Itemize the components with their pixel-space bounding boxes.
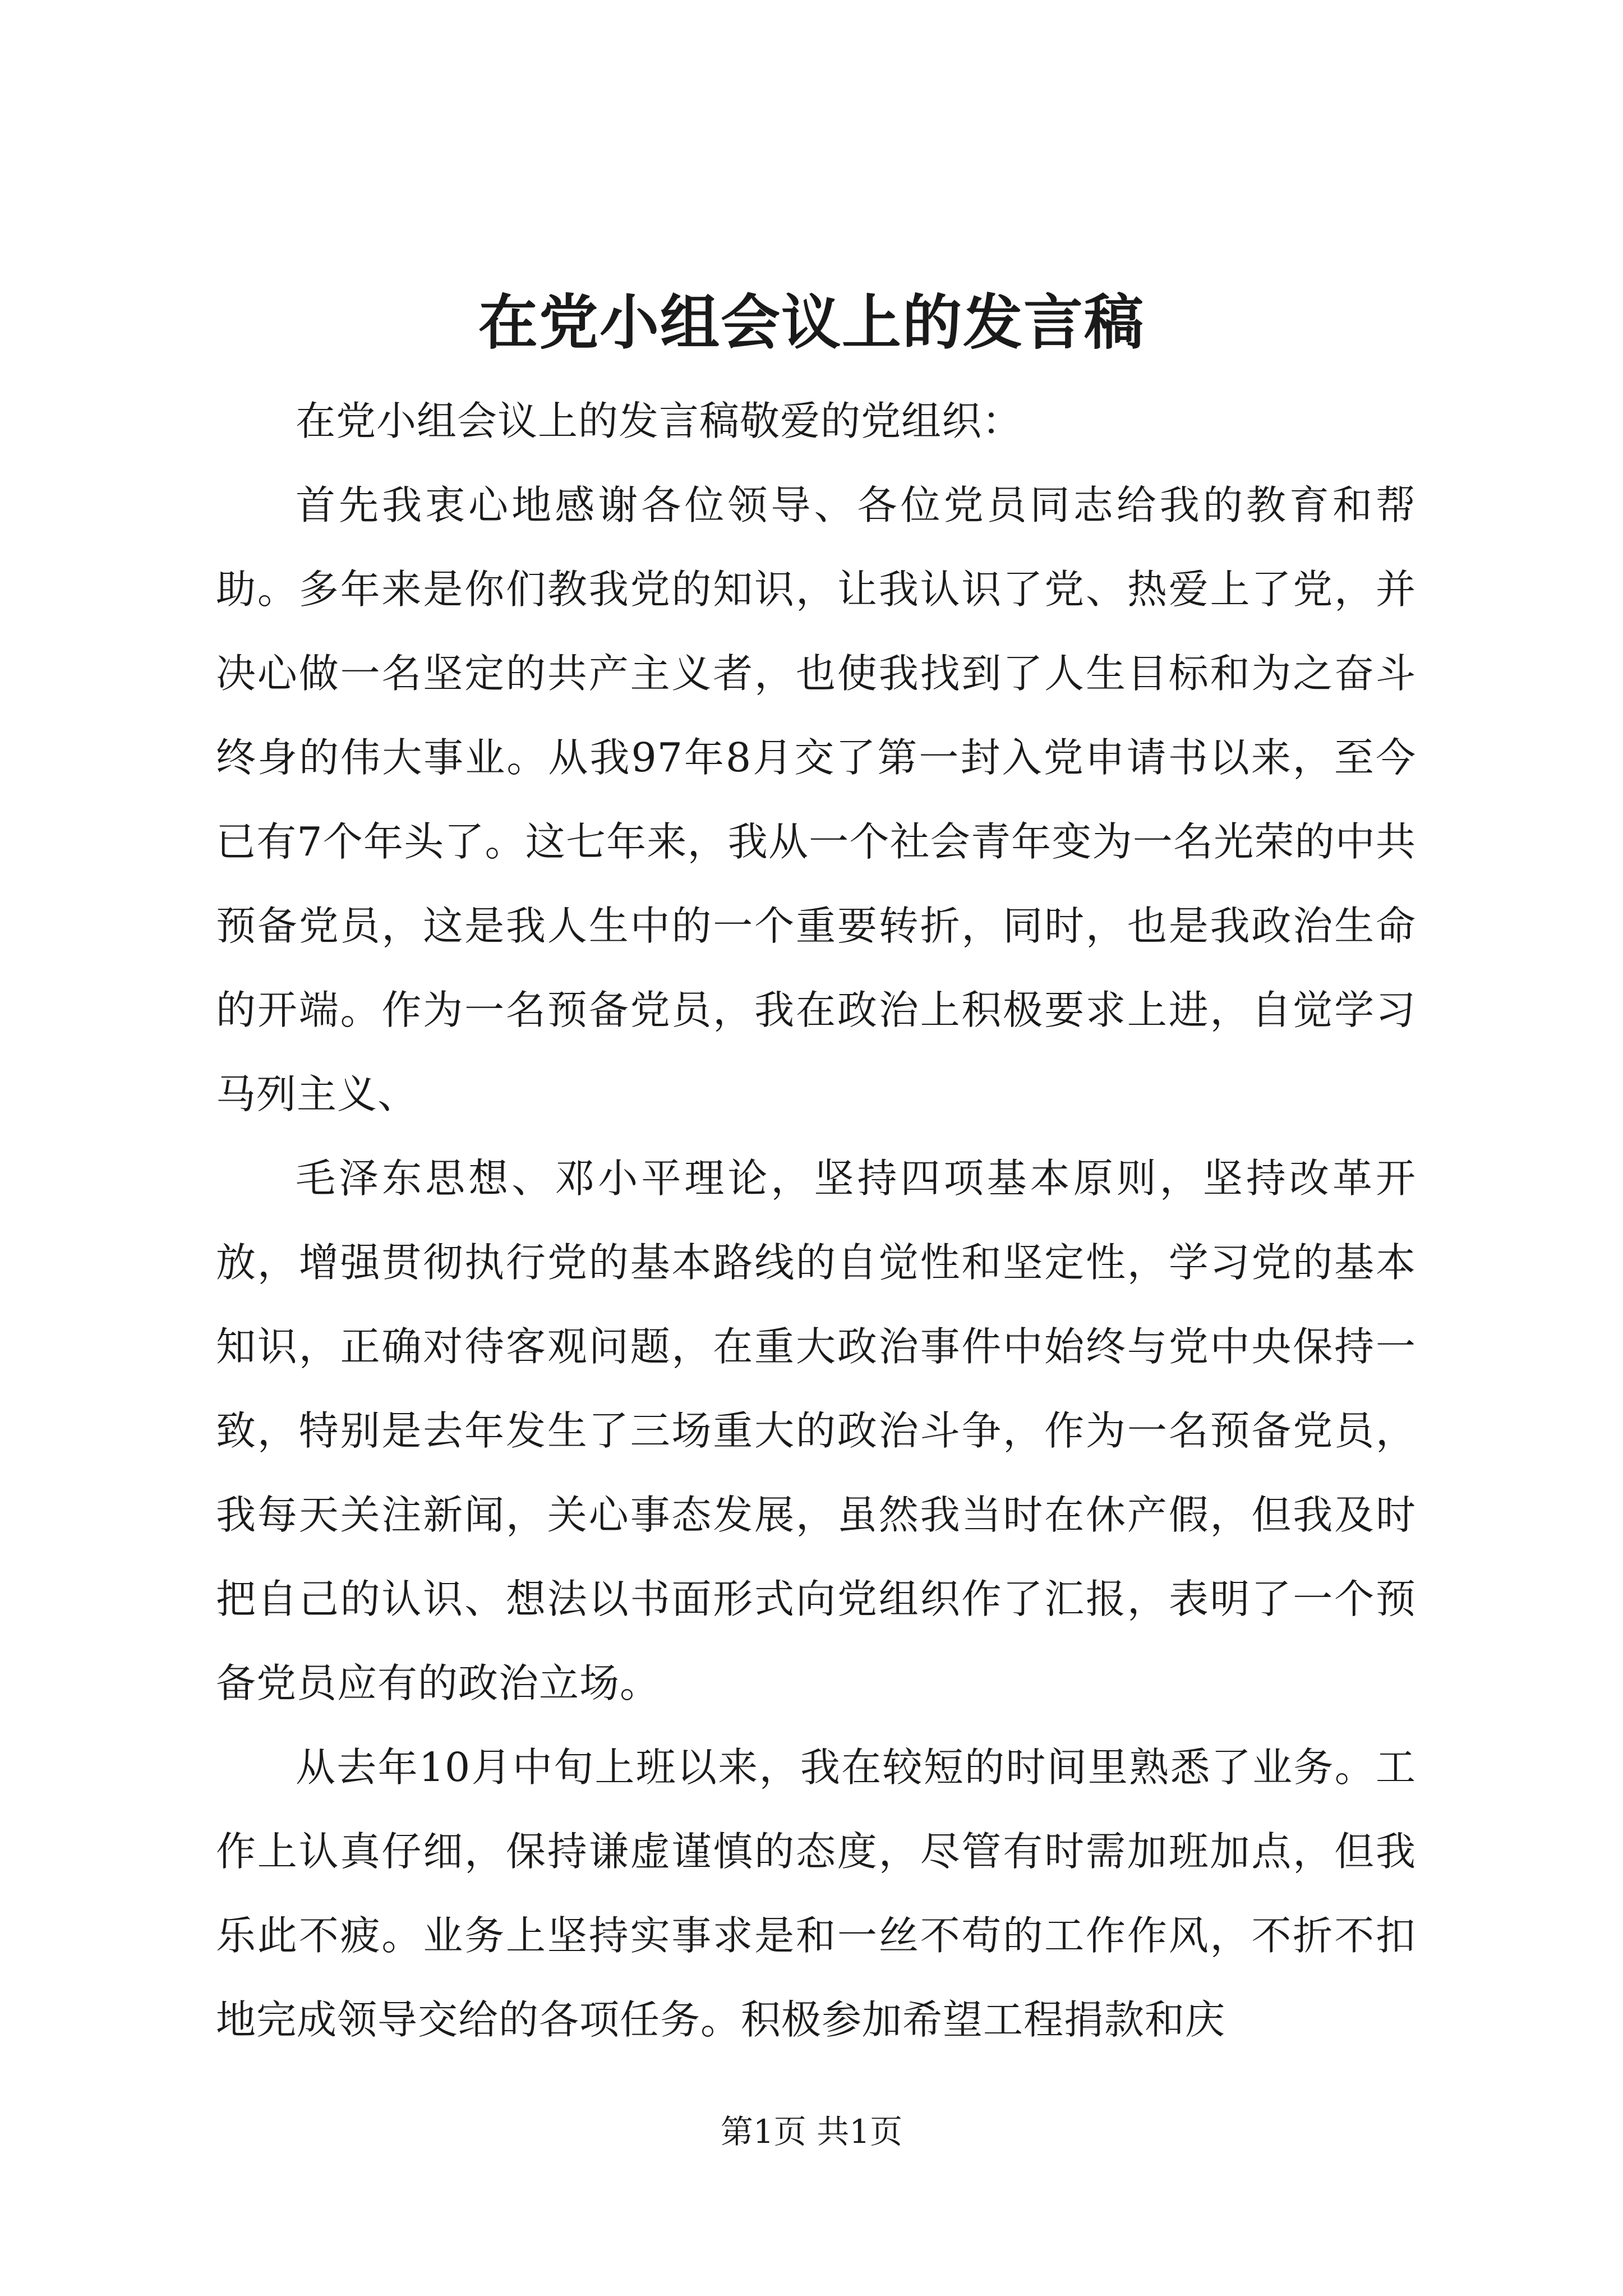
paragraph-salutation: 在党小组会议上的发言稿敬爱的党组织： [296,398,1023,444]
paragraph: 从去年10月中旬上班以来，我在较短的时间里熟悉了业务。工作上认真仔细，保持谦虚谨慎的态度，尽管有时需加班加点，但我乐此不疲。业务上坚持实事求是和一丝不苟的工作作风，不折不扣地完成领导交给的各项任务。积极参加希望工程捐款和庆 [216,1744,1416,2043]
page-footer: 第1页 共1页 [720,2113,903,2151]
document-title: 在党小组会议上的发言稿 [478,287,1145,357]
document-body [216,379,1416,2062]
paragraph: 首先我衷心地感谢各位领导、各位党员同志给我的教育和帮助。多年来是你们教我党的知识，让我认识了党、热爱上了党，并决心做一名坚定的共产主义者，也使我找到了人生目标和为之奋斗终身的伟大事业。从我97年8月交了第一封入党申请书以来，至今已有7个年头了。这七年来，我从一个社会青年变为一名光荣的中共预备党员，这是我人生中的一个重要转折，同时，也是我政治生命的开端。作为一名预备党员，我在政治上积极要求上进，自觉学习马列主义、 [216,482,1416,1117]
paragraph: 毛泽东思想、邓小平理论，坚持四项基本原则，坚持改革开放，增强贯彻执行党的基本路线的自觉性和坚定性，学习党的基本知识，正确对待客观问题，在重大政治事件中始终与党中央保持一致，特别是去年发生了三场重大的政治斗争，作为一名预备党员，我每天关注新闻，关心事态发展，虽然我当时在休产假，但我及时把自己的认识、想法以书面形式向党组织作了汇报，表明了一个预备党员应有的政治立场。 [216,1155,1416,1706]
